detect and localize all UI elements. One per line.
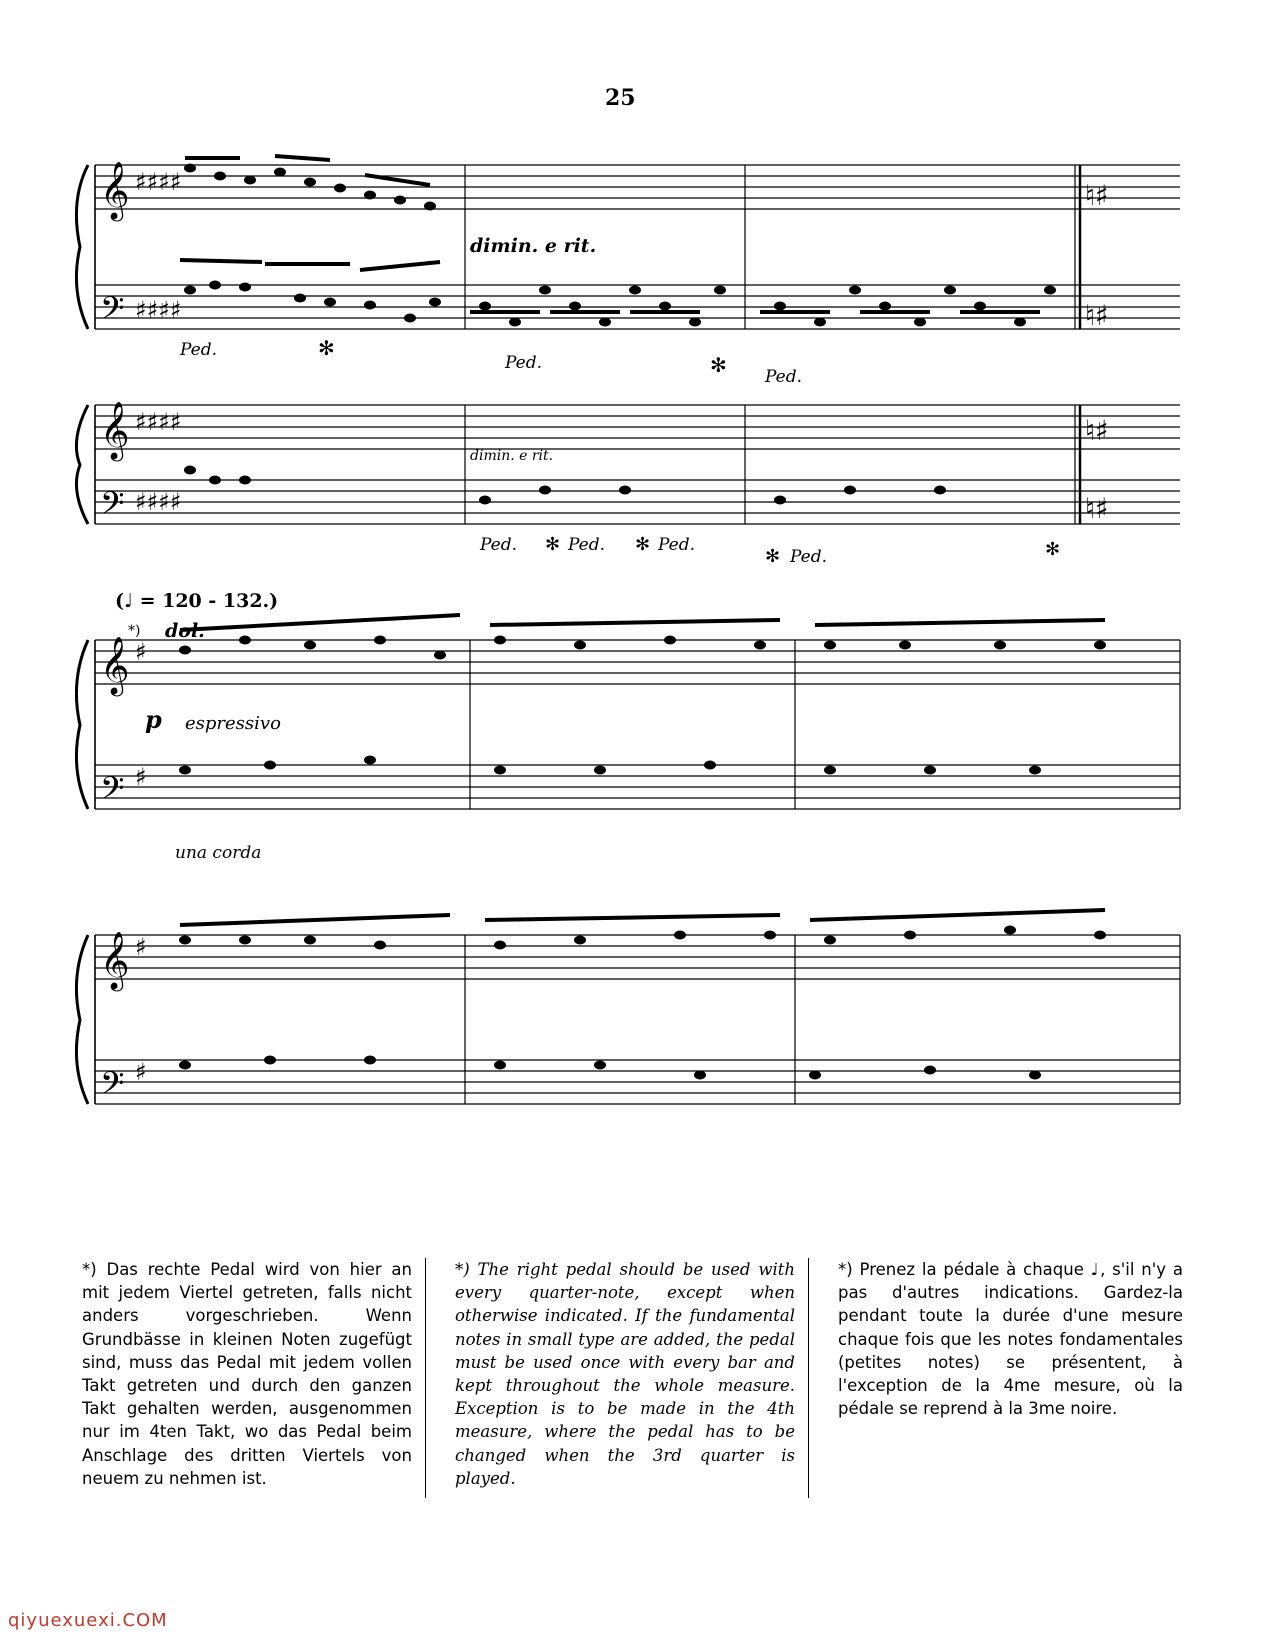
pedal-mark: Ped. [790,547,828,567]
dol-direction: dol. [165,620,205,642]
footnote-marker: *) [82,1260,97,1279]
treble-clef: 𝄞 [100,401,130,459]
pedal-release: ✻ [318,336,335,360]
svg-text:♯: ♯ [135,933,147,961]
footnote-marker: *) [838,1260,853,1279]
bass-clef: 𝄢 [100,770,125,814]
column-divider [808,1258,809,1498]
bass-clef: 𝄢 [100,485,125,529]
pedal-mark: Ped. [505,353,543,373]
footnote-english [455,1258,795,1490]
pedal-release: ✻ [1045,539,1061,560]
svg-text:♯♯♯♯: ♯♯♯♯ [135,168,182,196]
footnote-marker: *) [455,1260,470,1279]
staff-lines [95,165,1180,524]
pedal-release: ✻ [545,534,561,555]
bass-clef: 𝄢 [100,290,125,334]
page-number: 25 [605,85,636,111]
svg-text:♮♯: ♮♯ [1085,492,1109,525]
watermark: qiyuexuexi.COM [8,1610,168,1631]
system-1 [76,165,1180,524]
footnote-english-text: The right pedal should be used with every quarter-note, except when otherwise indicated. If the fundamental notes in small type are added, the pedal must be used once with every bar and kept throughout the whole measure. Exception is to be made in the 4th measure, where the pedal has to be changed when the 3rd quarter is played. [455,1260,795,1488]
pedal-mark: Ped. [765,367,803,387]
bass-clef: 𝄢 [100,1065,125,1109]
svg-text:♮♯: ♮♯ [1085,414,1109,447]
svg-text:♯: ♯ [135,1058,147,1086]
svg-text:♮♯: ♮♯ [1085,179,1109,212]
svg-text:♯♯♯♯: ♯♯♯♯ [135,296,182,324]
pedal-release: ✻ [635,534,651,555]
svg-text:♯♯♯♯: ♯♯♯♯ [135,488,182,516]
svg-text:♯: ♯ [135,763,147,791]
treble-clef: 𝄞 [100,161,130,219]
pedal-mark: Ped. [480,535,518,555]
tempo-marking: (♩ = 120 - 132.) [115,590,279,612]
treble-clef: 𝄞 [100,931,130,989]
dynamic-p: p [145,705,162,734]
footnote-french-text: Prenez la pédale à chaque ♩, s'il n'y a pas d'autres indications. Gardez-la pendant toute la durée d'une mesure chaque fois que les notes fondamentales (petites notes) se présentent, à l'exception de la 4me mesure, où la pédale se reprend à la 3me noire. [838,1260,1183,1419]
pedal-mark: Ped. [568,535,606,555]
pedal-release: ✻ [765,546,781,567]
dimin-rit-direction: dimin. e rit. [470,235,597,257]
footnote-marker: *) [128,623,141,639]
svg-text:♮♯: ♮♯ [1085,299,1109,332]
treble-clef: 𝄞 [100,636,130,694]
pedal-mark: Ped. [658,535,696,555]
footnote-german [82,1258,412,1490]
svg-text:♯♯♯♯: ♯♯♯♯ [135,408,182,436]
footnote-french [838,1258,1183,1420]
svg-text:♯: ♯ [135,638,147,666]
column-divider [425,1258,426,1498]
footnote-german-text: Das rechte Pedal wird von hier an mit jedem Viertel getreten, falls nicht anders vorgeschrieben. Wenn Grundbässe in kleinen Noten zugefügt sind, muss das Pedal mit jedem vollen Takt getreten und durch den ganzen Takt gehalten werden, ausgenommen nur im 4ten Takt, wo das Pedal beim Anschlage des dritten Viertels von neuem zu nehmen ist. [82,1260,412,1488]
una-corda-direction: una corda [175,843,262,863]
pedal-mark: Ped. [180,340,218,360]
espressivo-direction: espressivo [185,713,281,734]
dimin-rit-small-direction: dimin. e rit. [470,448,554,464]
pedal-release: ✻ [710,353,727,377]
system-3 [76,935,1180,1104]
